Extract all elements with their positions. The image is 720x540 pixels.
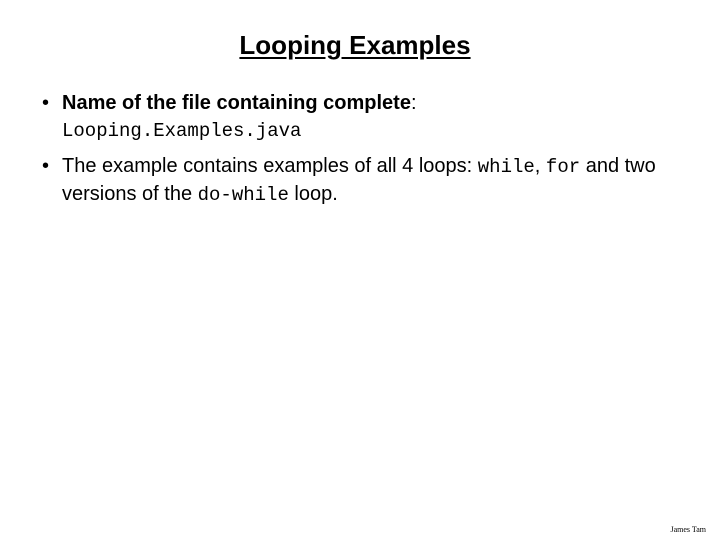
bullet-item-filename [28, 90, 688, 145]
bullet-filename-code: Looping.Examples.java [62, 120, 302, 142]
slide-title: Looping Examples [239, 30, 471, 60]
code-while: while [477, 156, 535, 178]
footer-author: James Tam [670, 525, 706, 534]
bullet-dot-icon: • [42, 92, 50, 114]
bullet-loops-separator: , [534, 155, 546, 177]
bullet-filename-colon: : [410, 92, 417, 114]
bullet-loops-text-before: The example contains examples of all 4 loops: [62, 155, 478, 177]
code-for: for [545, 156, 581, 178]
bullet-loops-text-after: loop. [288, 183, 338, 205]
bullet-loops-text-middle: and two versions of the [62, 155, 656, 205]
bullet-item-loops [28, 153, 688, 209]
bullet-list [28, 90, 688, 217]
bullet-filename-label: Name of the file containing complete [62, 92, 411, 114]
bullet-dot-icon: • [42, 155, 50, 177]
code-do-while: do-while [197, 184, 289, 206]
